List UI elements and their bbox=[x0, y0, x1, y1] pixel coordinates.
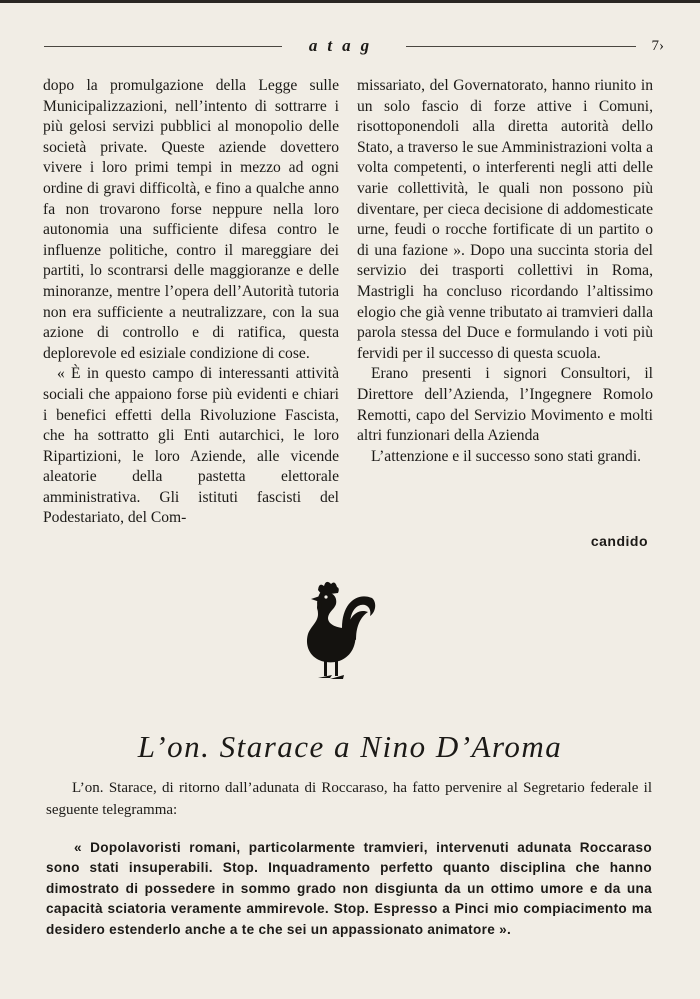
running-head bbox=[44, 34, 664, 58]
paragraph: dopo la promulgazione della Legge sulle Municipalizzazioni, nell’intento di sottrarre i più gelosi servizi pubblici al monopolio delle società private. Queste aziende dovettero vivere i loro primi tempi in mezzo ad ogni ordine di gravi difficoltà, e fino a qualche anno fa non trovarono forse neppure nella loro autonomia una sufficiente difesa contro le influenze politiche, contro il mareggiare dei partiti, lo scontrarsi delle maggioranze e delle minoranze, mentre l’opera dell’Autorità tutoria non era sufficiente a neutralizzare, con la sua azione di controllo e di ratifica, questa deplorevole ed esiziale condizione di cose. bbox=[43, 77, 339, 362]
paragraph: « È in questo campo di interessanti attività sociali che appaiono forse più evidenti e chiari i benefici effetti della Rivoluzione Fascista, che ha sottratto gli Enti autarchici, le loro Ripartizioni, le loro Aziende, alle vicende aleatorie della pastetta elettorale amministrativa. Gli istituti fascisti del Podestariato, del Com- bbox=[43, 365, 339, 527]
page-number: 7› bbox=[651, 38, 664, 54]
rooster-icon bbox=[298, 578, 380, 688]
article-headline: L’on. Starace a Nino D’Aroma bbox=[137, 729, 563, 764]
header-rule-right bbox=[406, 46, 636, 47]
telegram-quote: « Dopolavoristi romani, particolarmente tramvieri, intervenuti adunata Roccaraso sono stati insuperabili. Stop. Inquadramento perfetto quanto disciplina che hanno dimostrato di possedere in sommo grado non disgiunta da un ottimo umore e da una capacità sciatoria veramente ammirevole. Stop. Espresso a Pinci mio compiacimento ma desidero estenderlo anche a te che sei un appassionato animatore ». bbox=[46, 840, 652, 937]
paragraph: Erano presenti i signori Consultori, il Direttore dell’Azienda, l’Ingegnere Romolo Remotti, capo del Servizio Movimento e molti altri funzionari della Azienda bbox=[357, 365, 653, 445]
right-text-column bbox=[357, 76, 653, 467]
paragraph: L’attenzione e il successo sono stati grandi. bbox=[371, 447, 642, 465]
paragraph: missariato, del Governatorato, hanno riunito in un solo fascio di forze attive i Comuni, risottoponendoli alla diretta autorità dello Stato, a traverso le sue Amministrazioni volta a volta competenti, o interferenti negli atti delle varie collettività, le quali non possono più diventare, per cieca decisione di addomesticate urne, feudi o rocche fortificate di un partito o di una fazione ». Dopo una succinta storia del servizio dei trasporti collettivi in Roma, Mastrigli ha concluso ricordando l’altissimo elogio che già venne tributato ai tramvieri dalla parola stessa del Duce e formulando i voti più fervidi per il successo di questa scuola. bbox=[357, 77, 653, 362]
page-top-edge bbox=[0, 0, 700, 3]
left-text-column bbox=[43, 76, 339, 529]
author-signature: candido bbox=[590, 533, 648, 549]
article-intro: L’on. Starace, di ritorno dall’adunata di Roccaraso, ha fatto pervenire al Segretario federale il seguente telegramma: bbox=[46, 780, 652, 818]
journal-title: atag bbox=[308, 36, 380, 55]
header-rule-left bbox=[44, 46, 282, 47]
